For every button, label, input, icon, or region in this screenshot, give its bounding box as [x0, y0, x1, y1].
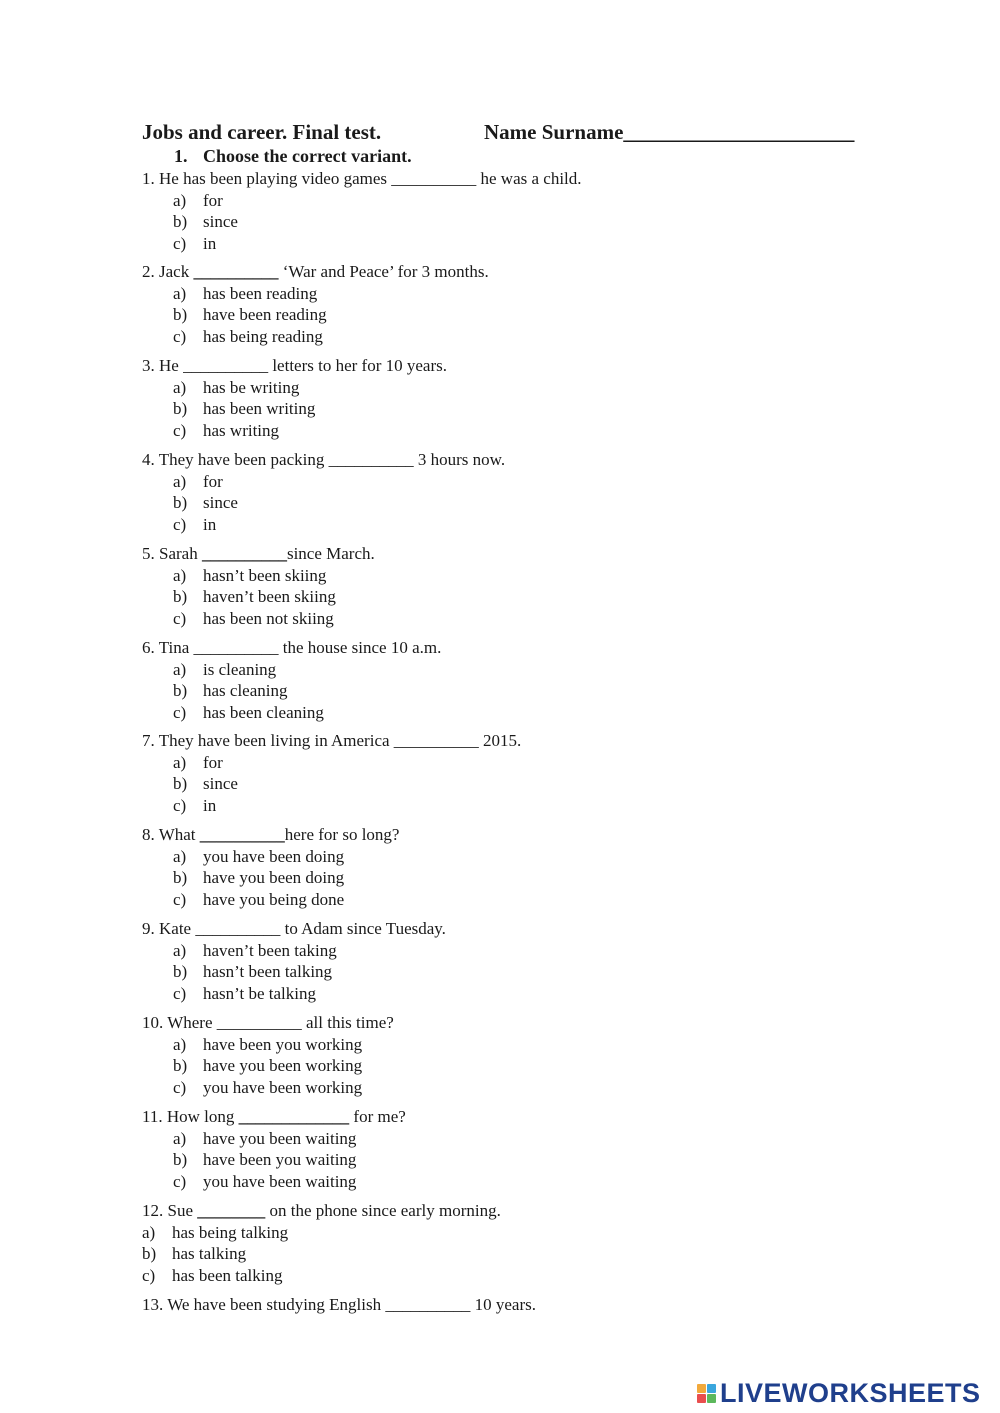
option-letter: a)	[173, 1034, 187, 1054]
question-7	[142, 730, 521, 816]
option-text: has be writing	[203, 377, 300, 397]
answer-option[interactable]	[142, 377, 447, 399]
option-text: for	[203, 752, 223, 772]
option-text: in	[203, 795, 217, 815]
option-text: since	[203, 493, 238, 512]
answer-option[interactable]	[142, 659, 441, 681]
option-letter: a)	[173, 190, 187, 210]
answer-option[interactable]	[142, 190, 582, 212]
logo-square	[697, 1394, 706, 1403]
answer-option[interactable]	[142, 211, 582, 233]
option-text: in	[203, 514, 217, 534]
question-stem: 13. We have been studying English __________ 10 years.	[142, 1295, 536, 1314]
option-text: has cleaning	[203, 681, 288, 700]
liveworksheets-logo	[697, 1376, 981, 1410]
option-letter: b)	[173, 681, 188, 700]
option-text: hasn’t be talking	[203, 983, 316, 1003]
stem-text-after: since March.	[286, 544, 375, 563]
option-letter: b)	[173, 774, 188, 793]
option-text: has writing	[203, 420, 280, 440]
option-text: has been writing	[203, 399, 316, 418]
answer-option[interactable]	[142, 1265, 501, 1287]
answer-option[interactable]	[142, 795, 521, 817]
option-text: you have been working	[203, 1077, 363, 1097]
answer-option[interactable]	[142, 586, 375, 608]
stem-text-after: ‘War and Peace’ for 3 months.	[278, 262, 489, 281]
stem-text-before: 12. Sue	[142, 1201, 198, 1220]
answer-option[interactable]	[142, 773, 521, 795]
option-text: has being reading	[203, 326, 323, 346]
logo-square	[707, 1394, 716, 1403]
answer-option[interactable]	[142, 420, 447, 442]
logo-grid-icon	[697, 1384, 716, 1403]
question-stem	[142, 1200, 501, 1222]
answer-option[interactable]	[142, 608, 375, 630]
option-text: have you been working	[203, 1056, 363, 1075]
section-heading	[174, 145, 412, 167]
answer-option[interactable]	[142, 1034, 394, 1056]
stem-text-after: on the phone since early morning.	[265, 1201, 501, 1220]
stem-text-after: here for so long?	[284, 825, 400, 844]
answer-option[interactable]	[142, 1128, 406, 1150]
worksheet-title: Jobs and career. Final test.	[142, 120, 382, 144]
answer-blank[interactable]: __________	[193, 262, 279, 281]
question-stem	[142, 824, 399, 846]
answer-option[interactable]	[142, 680, 441, 702]
option-letter: a)	[173, 1128, 187, 1148]
question-stem: 3. He __________ letters to her for 10 years.	[142, 356, 447, 375]
answer-option[interactable]	[142, 471, 505, 493]
option-text: have been you waiting	[203, 1150, 357, 1169]
section-title: Choose the correct variant.	[203, 146, 412, 166]
question-4	[142, 449, 505, 535]
answer-option[interactable]	[142, 702, 441, 724]
answer-option[interactable]	[142, 233, 582, 255]
answer-option[interactable]	[142, 304, 489, 326]
option-letter: c)	[173, 608, 187, 628]
option-text: has talking	[172, 1244, 247, 1263]
option-letter: a)	[173, 283, 187, 303]
answer-blank[interactable]: __________	[199, 825, 285, 844]
answer-option[interactable]	[142, 983, 446, 1005]
answer-option[interactable]	[142, 867, 399, 889]
question-stem: 9. Kate __________ to Adam since Tuesday.	[142, 919, 446, 938]
stem-text-before: 5. Sarah	[142, 544, 202, 563]
option-letter: b)	[173, 962, 188, 981]
option-letter: b)	[173, 1150, 188, 1169]
question-6	[142, 637, 441, 723]
option-text: in	[203, 233, 217, 253]
option-text: haven’t been skiing	[203, 587, 336, 606]
option-letter: a)	[173, 940, 187, 960]
option-text: have been reading	[203, 305, 327, 324]
option-text: is cleaning	[203, 659, 277, 679]
question-stem: 7. They have been living in America __________ 2015.	[142, 731, 522, 750]
question-stem	[142, 1106, 406, 1128]
stem-text-after: for me?	[349, 1107, 406, 1126]
option-letter: c)	[173, 1077, 187, 1097]
answer-option[interactable]	[142, 1077, 394, 1099]
option-text: for	[203, 471, 223, 491]
question-12	[142, 1200, 501, 1286]
answer-option[interactable]	[142, 1171, 406, 1193]
option-letter: c)	[173, 233, 187, 253]
stem-text-before: 2. Jack	[142, 262, 194, 281]
worksheet-header	[142, 118, 902, 146]
option-letter: c)	[173, 983, 187, 1003]
option-letter: c)	[173, 326, 187, 346]
answer-option[interactable]	[142, 565, 375, 587]
option-letter: c)	[173, 795, 187, 815]
option-text: have been you working	[203, 1034, 363, 1054]
question-stem	[142, 261, 489, 283]
answer-blank[interactable]: _____________	[238, 1107, 350, 1126]
option-text: has being talking	[172, 1222, 289, 1242]
answer-option[interactable]	[142, 1243, 501, 1265]
option-text: haven’t been taking	[203, 940, 337, 960]
question-stem: 10. Where __________ all this time?	[142, 1013, 394, 1032]
logo-text: LIVEWORKSHEETS	[720, 1378, 981, 1408]
question-9	[142, 918, 446, 1004]
option-text: have you been doing	[203, 868, 345, 887]
answer-option[interactable]	[142, 492, 505, 514]
question-stem	[142, 543, 375, 565]
option-text: have you being done	[203, 889, 345, 909]
option-letter: b)	[142, 1244, 157, 1263]
option-letter: b)	[173, 587, 188, 606]
option-letter: c)	[173, 420, 187, 440]
option-letter: c)	[173, 889, 187, 909]
option-letter: b)	[173, 399, 188, 418]
stem-text-before: 8. What	[142, 825, 200, 844]
question-10	[142, 1012, 394, 1098]
answer-blank[interactable]: ________	[197, 1201, 266, 1220]
option-letter: c)	[173, 1171, 187, 1191]
question-5	[142, 543, 375, 629]
answer-option[interactable]	[142, 1222, 501, 1244]
question-stem: 4. They have been packing __________ 3 hours now.	[142, 450, 506, 469]
option-letter: a)	[173, 471, 187, 491]
answer-option[interactable]	[142, 326, 489, 348]
answer-option[interactable]	[142, 961, 446, 983]
option-letter: a)	[173, 659, 187, 679]
option-letter: b)	[173, 1056, 188, 1075]
option-letter: b)	[173, 212, 188, 231]
answer-option[interactable]	[142, 752, 521, 774]
question-1	[142, 168, 582, 254]
option-letter: b)	[173, 868, 188, 887]
option-text: has been cleaning	[203, 702, 324, 722]
option-text: for	[203, 190, 223, 210]
option-text: hasn’t been skiing	[203, 565, 327, 585]
option-letter: a)	[142, 1222, 156, 1242]
option-letter: c)	[173, 514, 187, 534]
option-letter: a)	[173, 377, 187, 397]
question-stem: 6. Tina __________ the house since 10 a.m.	[142, 638, 442, 657]
question-11	[142, 1106, 406, 1192]
logo-square	[697, 1384, 706, 1393]
answer-option[interactable]	[142, 398, 447, 420]
option-text: has been not skiing	[203, 608, 334, 628]
question-8	[142, 824, 399, 910]
option-text: has been reading	[203, 283, 318, 303]
option-text: since	[203, 212, 238, 231]
option-text: you have been doing	[203, 846, 345, 866]
stem-text-before: 11. How long	[142, 1107, 239, 1126]
logo-square	[707, 1384, 716, 1393]
answer-option[interactable]	[142, 889, 399, 911]
answer-option[interactable]	[142, 846, 399, 868]
question-2	[142, 261, 489, 347]
option-text: has been talking	[172, 1265, 283, 1285]
option-letter: c)	[173, 702, 187, 722]
option-letter: a)	[173, 846, 187, 866]
name-surname-field[interactable]: Name Surname______________________	[484, 120, 855, 144]
section-number: 1.	[174, 146, 188, 166]
option-text: hasn’t been talking	[203, 962, 333, 981]
question-3	[142, 355, 447, 441]
answer-option[interactable]	[142, 283, 489, 305]
option-letter: a)	[173, 752, 187, 772]
answer-option[interactable]	[142, 1149, 406, 1171]
option-text: have you been waiting	[203, 1128, 357, 1148]
option-letter: b)	[173, 305, 188, 324]
answer-option[interactable]	[142, 940, 446, 962]
option-letter: b)	[173, 493, 188, 512]
option-letter: a)	[173, 565, 187, 585]
question-stem: 1. He has been playing video games __________ he was a child.	[142, 169, 582, 188]
option-letter: c)	[142, 1265, 156, 1285]
answer-option[interactable]	[142, 514, 505, 536]
answer-blank[interactable]: __________	[201, 544, 287, 563]
option-text: you have been waiting	[203, 1171, 357, 1191]
answer-option[interactable]	[142, 1055, 394, 1077]
question-13	[142, 1294, 536, 1316]
option-text: since	[203, 774, 238, 793]
